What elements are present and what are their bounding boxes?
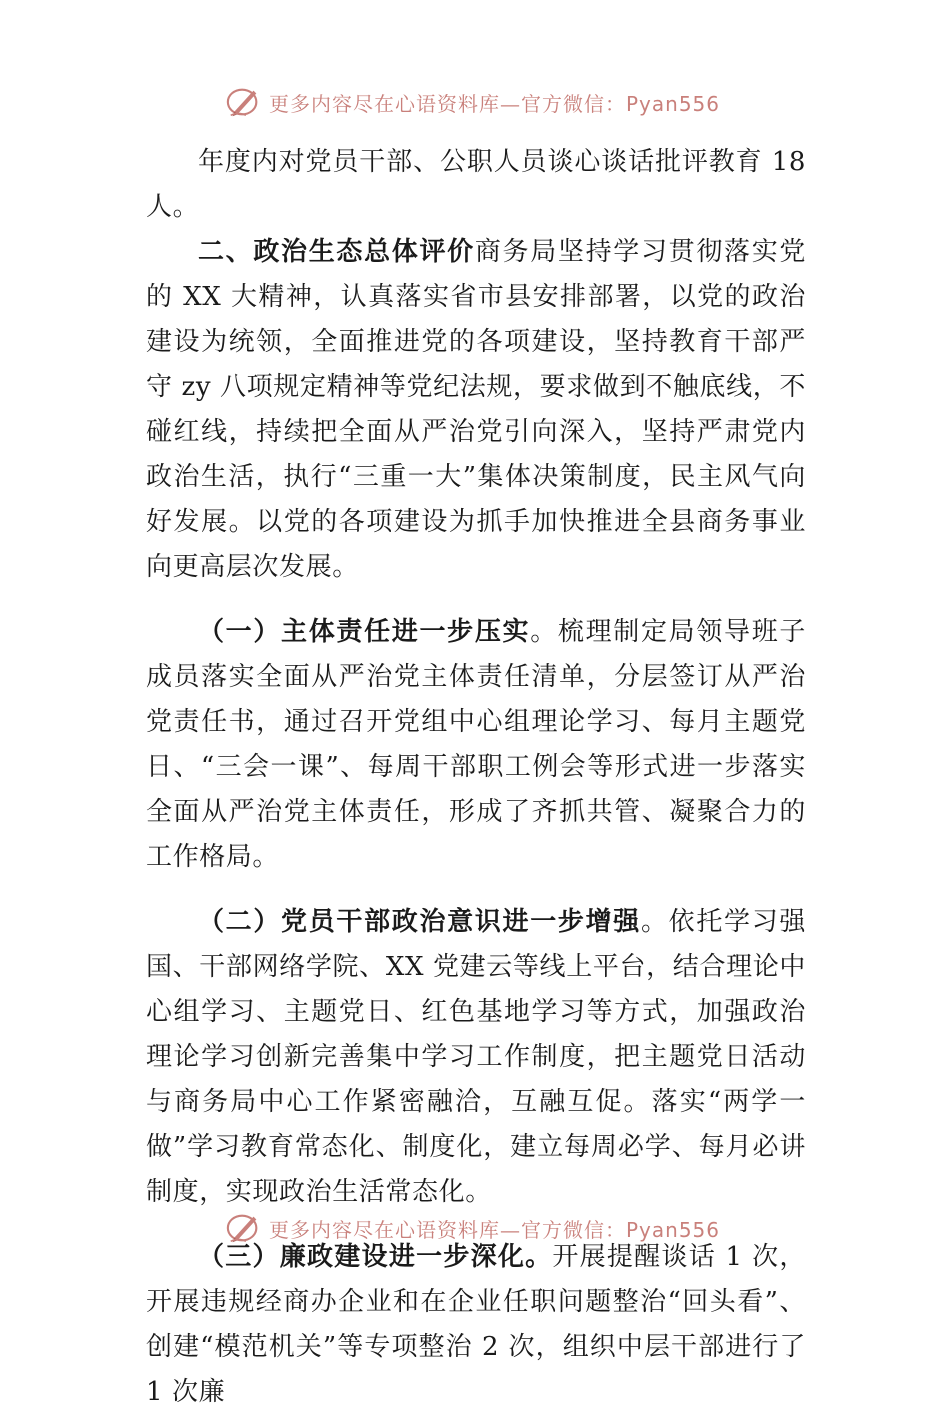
paragraph-1: 年度内对党员干部、公职人员谈心谈话批评教育 18 人。 <box>146 147 806 222</box>
subsection-heading-2: （二）党员干部政治意识进一步增强 <box>198 907 641 937</box>
pen-logo-icon <box>225 1209 263 1247</box>
section-heading-2: 二、政治生态总体评价 <box>198 237 475 267</box>
pen-logo-icon <box>225 83 263 121</box>
watermark-banner-top <box>225 82 720 122</box>
subsection-heading-3: （三）廉政建设进一步深化。 <box>198 1242 553 1272</box>
paragraph-5: （三）廉政建设进一步深化。开展提醒谈话 1 次，开展违规经商办企业和在企业任职问题整治“回头看”、创建“模范机关”等专项整治 2 次，组织中层干部进行了 1 次廉 <box>146 1242 807 1407</box>
subsection-heading-1: （一）主体责任进一步压实 <box>198 617 531 647</box>
watermark-text: 更多内容尽在心语资料库—官方微信：Pyan556 <box>269 91 721 116</box>
watermark-banner-bottom <box>225 1208 720 1248</box>
paragraph-3: （一）主体责任进一步压实。梳理制定局领导班子成员落实全面从严治党主体责任清单，分层签订从严治党责任书，通过召开党组中心组理论学习、每月主题党日、“三会一课”、每周干部职工例会等形式进一步落实全面从严治党主体责任，形成了齐抓共管、凝聚合力的工作格局。 <box>146 617 806 872</box>
watermark-text: 更多内容尽在心语资料库—官方微信：Pyan556 <box>269 1217 721 1242</box>
paragraph-4: （二）党员干部政治意识进一步增强。依托学习强国、干部网络学院、XX 党建云等线上平台，结合理论中心组学习、主题党日、红色基地学习等方式，加强政治理论学习创新完善集中学习工作制度，把主题党日活动与商务局中心工作紧密融洽，互融互促。落实“两学一做”学习教育常态化、制度化，建立每周必学、每月必讲制度，实现政治生活常态化。 <box>146 907 806 1207</box>
paragraph-2: 二、政治生态总体评价商务局坚持学习贯彻落实党的 XX 大精神，认真落实省市县安排部署，以党的政治建设为统领，全面推进党的各项建设，坚持教育干部严守 zy 八项规定精神等党纪法规，要求做到不触底线，不碰红线，持续把全面从严治党引向深入，坚持严肃党内政治生活，执行“三重一大”集体决策制度，民主风气向好发展。以党的各项建设为抓手加快推进全县商务事业向更高层次发展。 <box>146 237 806 582</box>
